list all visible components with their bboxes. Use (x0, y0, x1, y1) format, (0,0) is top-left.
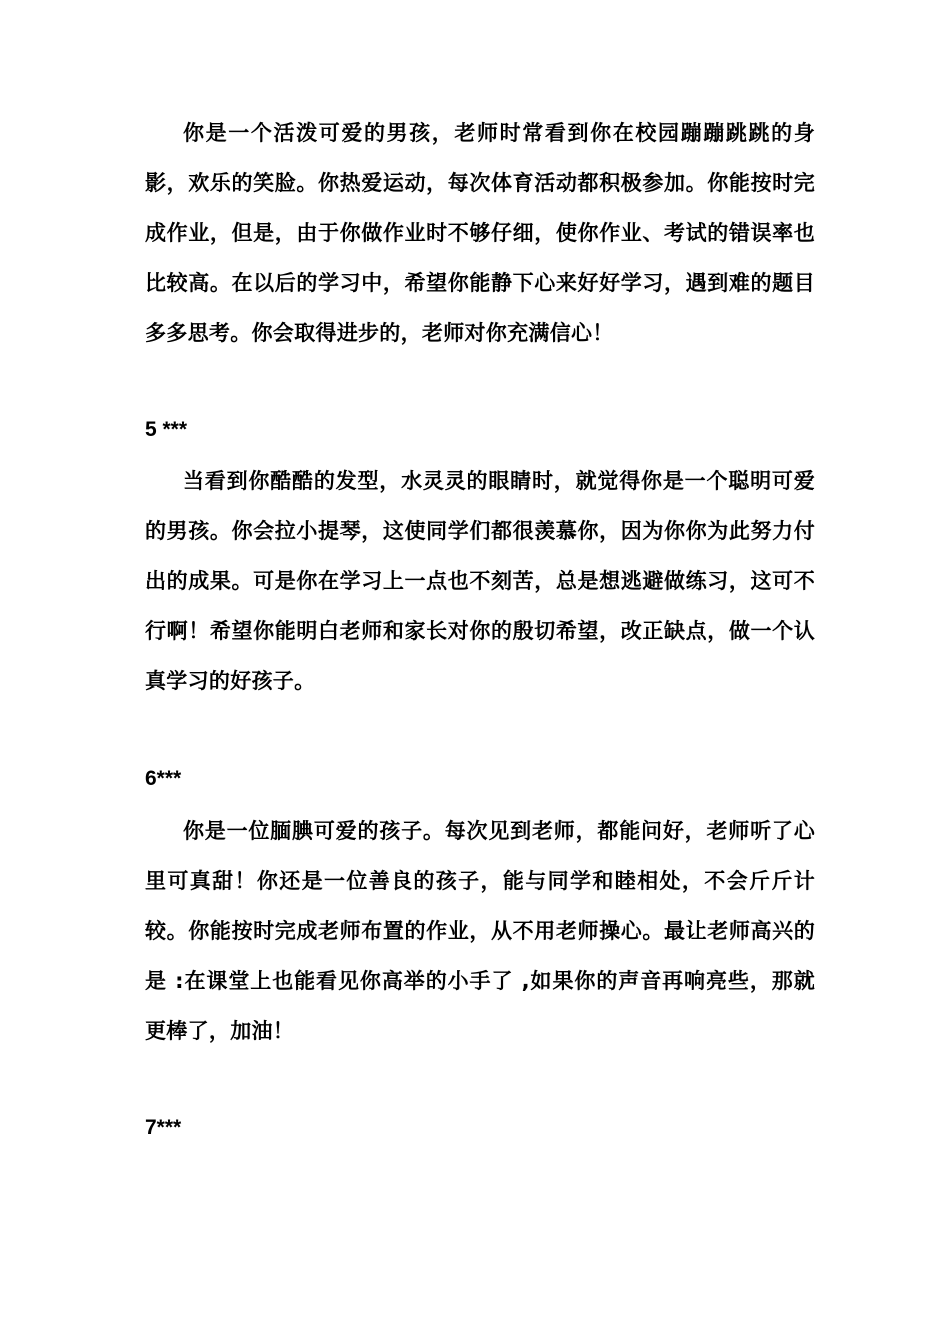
student-heading: 7*** (145, 1116, 182, 1139)
student-heading: 5 *** (145, 418, 188, 441)
comment-paragraph: 你是一个活泼可爱的男孩，老师时常看到你在校园蹦蹦跳跳的身影，欢乐的笑脸。你热爱运动，每次体育活动都积极参加。你能按时完成作业，但是，由于你做作业时不够仔细，使你作业、考试的错误率也比较高。在以后的学习中，希望你能静下心来好好学习，遇到难的题目多多思考。你会取得进步的，老师对你充满信心！ (145, 121, 815, 345)
student-heading: 6*** (145, 767, 182, 790)
comment-paragraph: 当看到你酷酷的发型，水灵灵的眼睛时，就觉得你是一个聪明可爱的男孩。你会拉小提琴，这使同学们都很羡慕你，因为你你为此努力付出的成果。可是你在学习上一点也不刻苦，总是想逃避做练习，这可不行啊！希望你能明白老师和家长对你的殷切希望，改正缺点，做一个认真学习的好孩子。 (145, 469, 815, 693)
comment-paragraph: 你是一位腼腆可爱的孩子。每次见到老师，都能问好，老师听了心里可真甜！你还是一位善良的孩子，能与同学和睦相处，不会斤斤计较。你能按时完成老师布置的作业，从不用老师操心。最让老师高兴的是 :在课堂上也能看见你高举的小手了 ,如果你的声音再响亮些，那就更棒了，加油！ (145, 819, 815, 1043)
